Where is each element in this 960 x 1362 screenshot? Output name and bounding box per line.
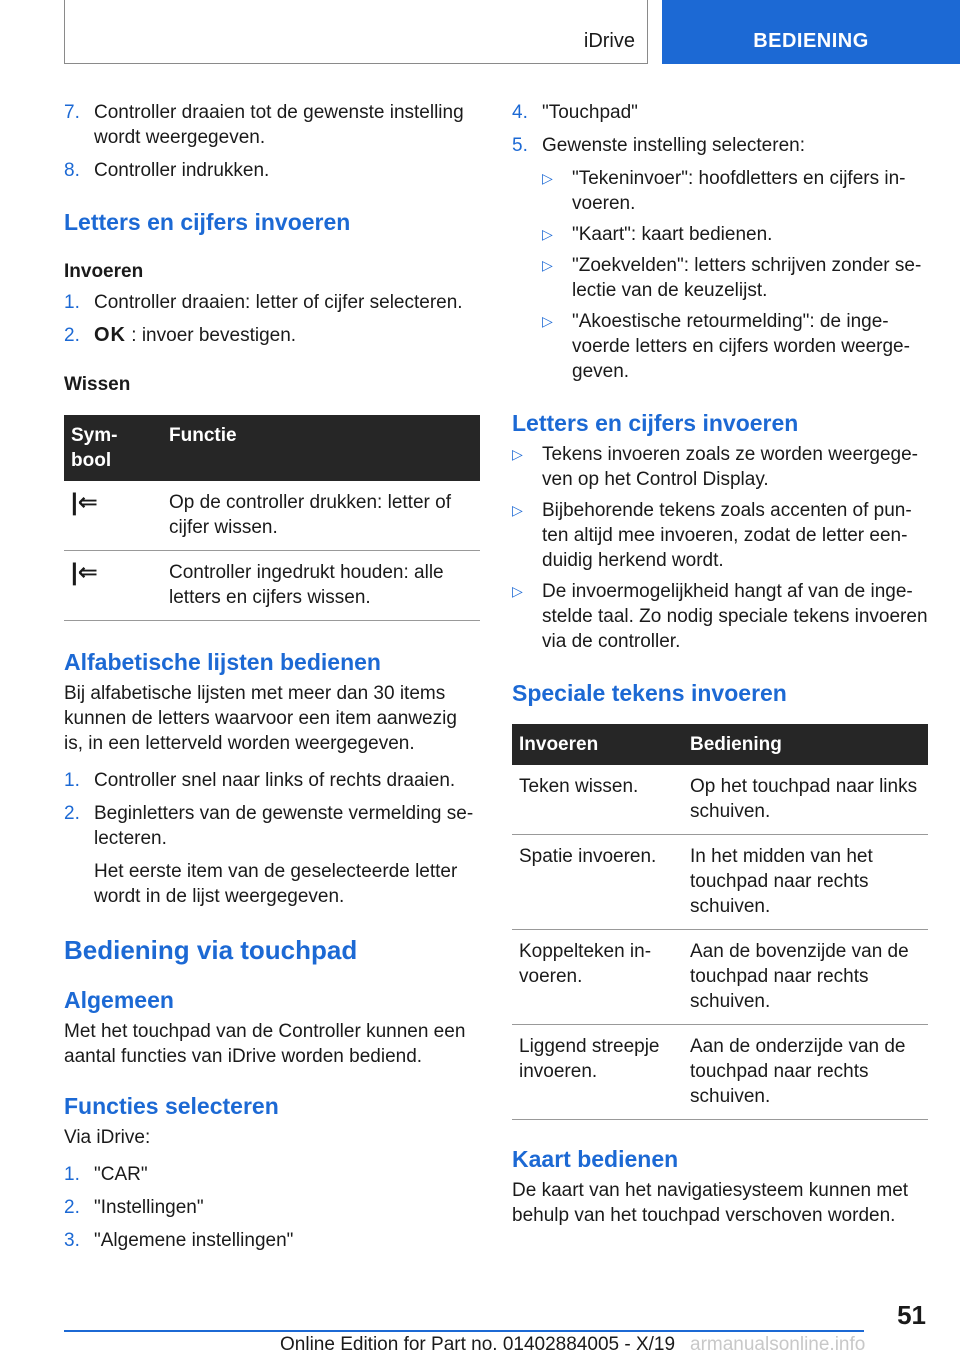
- triangle-bullet-icon: ▷: [512, 446, 523, 462]
- header-section: iDrive: [583, 30, 635, 52]
- step-number: 7.: [64, 102, 80, 123]
- table-row: [512, 1025, 928, 1120]
- step-text: Controller snel naar links of rechts draaien.: [94, 770, 456, 791]
- step-number: 2.: [64, 325, 80, 346]
- bullet-item: [542, 253, 928, 303]
- step-text: "Touchpad": [542, 102, 638, 123]
- section-heading: Kaart bedienen: [512, 1146, 679, 1172]
- paragraph: Via iDrive:: [64, 1127, 151, 1148]
- section-heading: Alfabetische lijsten bedienen: [64, 649, 381, 675]
- triangle-bullet-icon: ▷: [542, 257, 553, 273]
- step-item: [64, 323, 480, 348]
- bullet-item: [542, 309, 928, 384]
- column-header: Functie: [162, 415, 480, 481]
- triangle-bullet-icon: ▷: [542, 226, 553, 242]
- table-cell: In het midden van het touchpad naar rechts schuiven.: [683, 835, 928, 930]
- triangle-bullet-icon: ▷: [512, 502, 523, 518]
- section-heading: Algemeen: [64, 987, 174, 1013]
- bullet-text: "Tekeninvoer": hoofdletters en cijfers invoeren.: [572, 168, 906, 214]
- step-item: [64, 768, 480, 793]
- bullet-list: [542, 166, 928, 384]
- bullet-text: "Zoekvelden": letters schrijven zonder selectie van de keuzelijst.: [572, 255, 922, 301]
- delete-letter-icon: |⇐: [64, 481, 162, 551]
- header-frame: [64, 0, 648, 64]
- section-heading: Speciale tekens invoeren: [512, 680, 787, 706]
- step-text: Beginletters van de gewenste vermelding selecteren.: [94, 803, 474, 849]
- section-heading: Functies selecteren: [64, 1093, 279, 1119]
- sub-heading: Invoeren: [64, 261, 144, 282]
- bullet-item: [542, 166, 928, 216]
- paragraph: De kaart van het navigatiesysteem kunnen met behulp van het touchpad verschoven worden.: [512, 1180, 909, 1226]
- section-heading: Letters en cijfers invoeren: [512, 410, 799, 436]
- table-header-row: [512, 724, 928, 765]
- table-cell: Op het touchpad naar links schuiven.: [683, 765, 928, 835]
- column-header: Bediening: [683, 724, 928, 765]
- step-item: [64, 100, 480, 150]
- table-row: [64, 481, 480, 551]
- footer-divider: [64, 1330, 864, 1332]
- step-text: "CAR": [94, 1164, 148, 1185]
- step-item: [64, 290, 480, 315]
- step-number: 8.: [64, 160, 80, 181]
- step-text: "Instellingen": [94, 1197, 204, 1218]
- table-cell: Aan de onderzijde van de touchpad naar rechts schuiven.: [683, 1025, 928, 1120]
- table-row: [512, 765, 928, 835]
- table-cell: Op de controller drukken: letter of cijfer wissen.: [162, 481, 480, 551]
- step-text: Controller draaien tot de gewenste instelling wordt weergegeven.: [94, 102, 464, 148]
- table-cell: Liggend streepje invoeren.: [512, 1025, 683, 1120]
- step-number: 1.: [64, 770, 80, 791]
- delete-all-icon: |⇐: [64, 551, 162, 621]
- step-item: [512, 133, 928, 384]
- table-row: [64, 551, 480, 621]
- step-item: [64, 1195, 480, 1220]
- edition-note: Online Edition for Part no. 01402884005 - X/19: [280, 1334, 676, 1355]
- table-cell: Controller ingedrukt houden: alle letters en cijfers wissen.: [162, 551, 480, 621]
- paragraph: Met het touchpad van de Controller kunnen een aantal functies van iDrive worden bediend.: [64, 1021, 466, 1067]
- triangle-bullet-icon: ▷: [542, 313, 553, 329]
- bullet-text: "Kaart": kaart bedienen.: [572, 224, 773, 245]
- section-heading: Letters en cijfers invoeren: [64, 209, 351, 235]
- step-number: 2.: [64, 1197, 80, 1218]
- table-cell: Teken wissen.: [512, 765, 683, 835]
- step-list: [64, 1162, 480, 1253]
- step-list: [512, 100, 928, 384]
- step-item: [64, 801, 480, 909]
- left-column: [64, 100, 480, 1253]
- table-row: [512, 835, 928, 930]
- table-header-row: [64, 415, 480, 481]
- bullet-text: Tekens invoeren zoals ze worden weergegeven op het Control Display.: [542, 444, 918, 490]
- step-number: 5.: [512, 135, 528, 156]
- step-note: Het eerste item van de geselecteerde letter wordt in de lijst weergegeven.: [94, 861, 458, 907]
- column-header: Invoeren: [512, 724, 683, 765]
- bullet-text: "Akoestische retourmelding": de ingevoerde letters en cijfers worden weergegeven.: [572, 311, 910, 382]
- wissen-table: [64, 415, 480, 621]
- page-number: 51: [897, 1300, 926, 1330]
- step-list: [64, 768, 480, 909]
- step-list: [64, 100, 480, 183]
- step-number: 4.: [512, 102, 528, 123]
- step-text: Controller draaien: letter of cijfer selecteren.: [94, 292, 463, 313]
- step-number: 3.: [64, 1230, 80, 1251]
- step-item: [64, 1228, 480, 1253]
- step-item: [512, 100, 928, 125]
- sub-heading: Wissen: [64, 374, 131, 395]
- chapter-tab[interactable]: BEDIENING: [662, 0, 960, 64]
- step-text: "Algemene instellingen": [94, 1230, 294, 1251]
- bullet-item: [542, 222, 928, 247]
- special-chars-table: [512, 724, 928, 1120]
- step-item: [64, 1162, 480, 1187]
- bullet-text: De invoermogelijkheid hangt af van de ingestelde taal. Zo nodig speciale tekens invoeren via de controller.: [542, 581, 928, 652]
- triangle-bullet-icon: ▷: [512, 583, 523, 599]
- step-item: [64, 158, 480, 183]
- paragraph: Bij alfabetische lijsten met meer dan 30 items kunnen de letters waarvoor een item aanwezig is, in een letterveld worden weergegeven.: [64, 683, 457, 754]
- step-number: 1.: [64, 1164, 80, 1185]
- step-text: Controller indrukken.: [94, 160, 270, 181]
- ok-icon: OK: [94, 324, 126, 346]
- step-number: 2.: [64, 803, 80, 824]
- table-cell: Aan de bovenzijde van de touchpad naar rechts schuiven.: [683, 930, 928, 1025]
- column-header: [64, 415, 162, 481]
- bullet-item: [512, 579, 928, 654]
- watermark: armanualsonline.info: [690, 1334, 866, 1355]
- bullet-item: [512, 442, 928, 492]
- step-text: Gewenste instelling selecteren:: [542, 135, 805, 156]
- table-row: [512, 930, 928, 1025]
- step-text: : invoer bevestigen.: [131, 325, 297, 346]
- column-header-label: Sym- bool: [71, 425, 118, 471]
- table-cell: Koppelteken invoeren.: [512, 930, 683, 1025]
- table-cell: Spatie invoeren.: [512, 835, 683, 930]
- step-list: [64, 290, 480, 348]
- chapter-heading: Bediening via touchpad: [64, 935, 358, 965]
- bullet-list: [512, 442, 928, 654]
- step-number: 1.: [64, 292, 80, 313]
- bullet-text: Bijbehorende tekens zoals accenten of punten altijd mee invoeren, zodat de letter eenduidig herkend wordt.: [542, 500, 912, 571]
- right-column: [512, 100, 928, 1228]
- triangle-bullet-icon: ▷: [542, 170, 553, 186]
- bullet-item: [512, 498, 928, 573]
